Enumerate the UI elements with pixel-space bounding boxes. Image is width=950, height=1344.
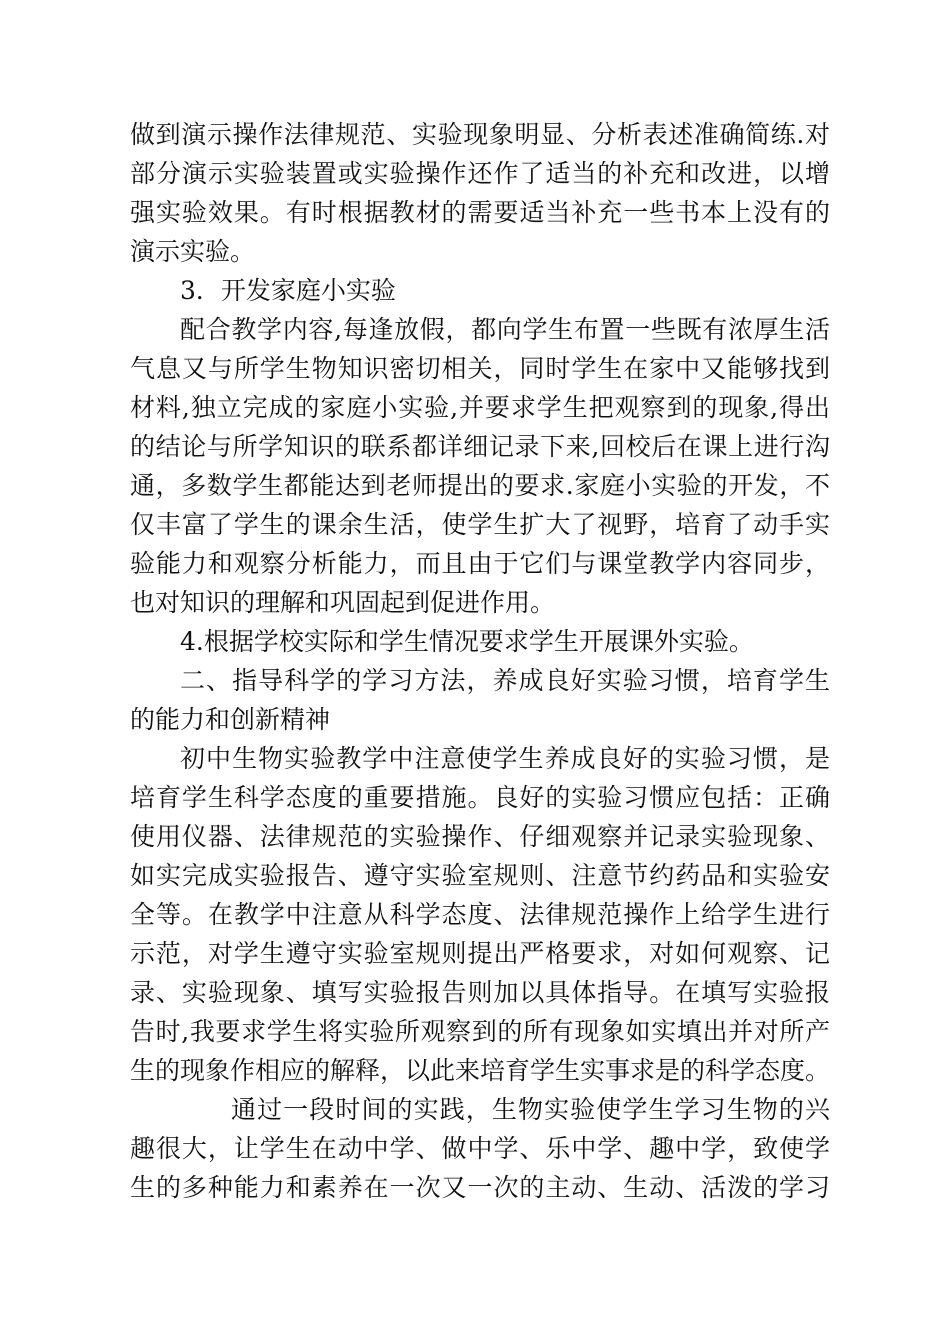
text-line: 培育学生科学态度的重要措施。良好的实验习惯应包括：正确 xyxy=(130,783,830,812)
text-line: 强实验效果。有时根据教材的需要适当补充一些书本上没有的 xyxy=(130,198,830,227)
section-heading: 二、指导科学的学习方法，养成良好实验习惯，培育学生 xyxy=(180,666,830,695)
text-line: 通过一段时间的实践，生物实验使学生学习生物的兴 xyxy=(231,1095,830,1124)
text-line: 仅丰富了学生的课余生活，使学生扩大了视野，培育了动手实 xyxy=(130,510,830,539)
text-line: 通，多数学生都能达到老师提出的要求.家庭小实验的开发，不 xyxy=(130,471,830,500)
text-line: 如实完成实验报告、遵守实验室规则、注意节约药品和实验安 xyxy=(130,861,830,890)
text-line: 使用仪器、法律规范的实验操作、仔细观察并记录实验现象、 xyxy=(130,822,830,851)
text-line: 配合教学内容,每逢放假，都向学生布置一些既有浓厚生活 xyxy=(180,315,830,344)
text-line: 的结论与所学知识的联系都详细记录下来,回校后在课上进行沟 xyxy=(130,432,830,461)
section-heading: 的能力和创新精神 xyxy=(130,705,331,734)
text-line: 趣很大，让学生在动中学、做中学、乐中学、趣中学，致使学 xyxy=(130,1134,830,1163)
text-line: 全等。在教学中注意从科学态度、法律规范操作上给学生进行 xyxy=(130,900,830,929)
text-line: 演示实验。 xyxy=(130,237,256,266)
text-line: 也对知识的理解和巩固起到促进作用。 xyxy=(130,588,556,617)
text-line: 初中生物实验教学中注意使学生养成良好的实验习惯，是 xyxy=(180,744,830,773)
text-line: 示范，对学生遵守实验室规则提出严格要求，对如何观察、记 xyxy=(130,939,830,968)
text-line: 生的现象作相应的解释，以此来培育学生实事求是的科学态度。 xyxy=(130,1056,831,1085)
text-line: 告时,我要求学生将实验所观察到的所有现象如实填出并对所产 xyxy=(130,1017,830,1046)
text-line: 做到演示操作法律规范、实验现象明显、分析表述准确简练.对 xyxy=(130,120,830,149)
text-line: 生的多种能力和素养在一次又一次的主动、生动、活泼的学习 xyxy=(130,1173,830,1202)
section-heading: 4.根据学校实际和学生情况要求学生开展课外实验。 xyxy=(180,627,754,656)
text-line: 气息又与所学生物知识密切相关，同时学生在家中又能够找到 xyxy=(130,354,830,383)
text-line: 部分演示实验装置或实验操作还作了适当的补充和改进，以增 xyxy=(130,159,830,188)
text-line: 验能力和观察分析能力，而且由于它们与课堂教学内容同步， xyxy=(130,549,830,578)
text-line: 录、实验现象、填写实验报告则加以具体指导。在填写实验报 xyxy=(130,978,830,1007)
section-heading: 3．开发家庭小实验 xyxy=(180,276,396,305)
text-line: 材料,独立完成的家庭小实验,并要求学生把观察到的现象,得出 xyxy=(130,393,830,422)
